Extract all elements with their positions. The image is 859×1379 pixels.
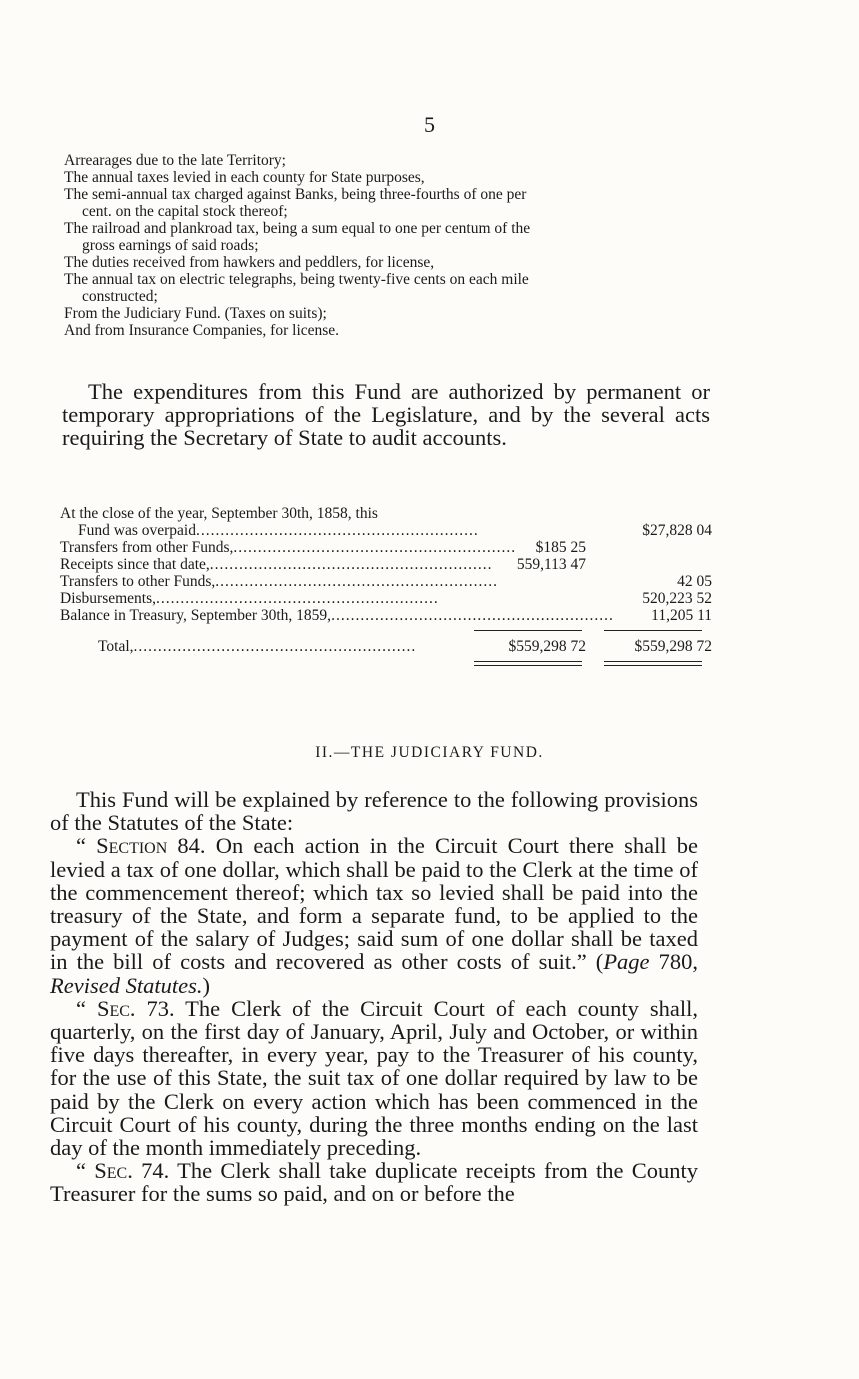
ledger-row: Balance in Treasury, September 30th, 1859,.......................................................... 11,205 11 — [60, 607, 712, 624]
source-item: From the Judiciary Fund. (Taxes on suits); — [64, 305, 327, 322]
ledger-row: Disbursements,.......................................................... 520,223 52 — [60, 590, 712, 607]
judiciary-intro: This Fund will be explained by reference to the following provisions of the Statutes of the State: — [50, 787, 698, 836]
section-84-paragraph: “ Section 84. On each action in the Circuit Court there shall be levied a tax of one dollar, which shall be paid to the Clerk at the time of the commencement thereof; which tax so levied shall be paid into the treasury of the State, and form a separate fund, to be applied to the payment of the salary of Judges; said sum of one dollar shall be taxed in the bill of costs and recovered as other costs of suit.” (Page 780, Revised Statutes.) — [50, 833, 699, 998]
ledger-total-row: Total,.......................................................... $559,298 72 $559,298 72 — [98, 638, 712, 655]
ledger-row: Fund was overpaid.......................................................... $27,828 04 — [78, 522, 712, 539]
source-item: The annual taxes levied in each county for State purposes, — [64, 169, 425, 186]
ledger-col2: $27,828 04 — [642, 522, 712, 539]
ledger-col2: 11,205 11 — [651, 607, 712, 624]
ledger-col2: 42 05 — [677, 573, 712, 590]
source-item: The annual tax on electric telegraphs, being twenty-five cents on each mile constructed; — [64, 271, 529, 305]
ledger-intro-row — [60, 505, 712, 522]
fund-ledger-table — [60, 505, 712, 655]
ledger-col1: 559,113 47 — [516, 556, 586, 573]
double-rule — [604, 661, 702, 662]
source-item: The duties received from hawkers and peddlers, for license, — [64, 254, 435, 271]
section-74-paragraph: “ Sec. 74. The Clerk shall take duplicate receipts from the County Treasurer for the sums so paid, and on or before the — [50, 1158, 698, 1207]
double-rule — [474, 665, 582, 666]
sum-rule — [604, 630, 702, 631]
ledger-col2: 520,223 52 — [642, 590, 712, 607]
section-73-paragraph: “ Sec. 73. The Clerk of the Circuit Court of each county shall, quarterly, on the first day of January, April, July and October, or within five days thereafter, in every year, pay to the Treasurer of his county, for the use of this State, the suit tax of one dollar required by law to be paid by the Clerk on every action which has been commenced in the Circuit Court of his county, during the three months ending on the last day of the month immediately preceding. — [50, 995, 698, 1161]
double-rule — [474, 661, 582, 662]
page-number: 5 — [424, 112, 435, 137]
ledger-intro-label: At the close of the year, September 30th, 1858, this — [60, 505, 378, 522]
double-rule — [604, 665, 702, 666]
section-heading: II.—THE JUDICIARY FUND. — [315, 744, 544, 761]
sum-rule — [474, 630, 582, 631]
expenditures-paragraph: The expenditures from this Fund are authorized by permanent or temporary appropriations of the Legislature, and by the several acts requiring the Secretary of State to audit accounts. — [62, 379, 710, 450]
source-item: The railroad and plankroad tax, being a sum equal to one per centum of the gross earnings of said roads; — [64, 220, 531, 254]
source-item: Arrearages due to the late Territory; — [64, 152, 286, 169]
ledger-total-col2: $559,298 72 — [634, 638, 712, 655]
ledger-row: Transfers from other Funds,.......................................................... $185 25 — [60, 539, 586, 556]
judiciary-fund-text — [50, 788, 698, 1206]
source-item: The semi-annual tax charged against Banks, being three-fourths of one per cent. on the capital stock thereof; — [64, 186, 527, 220]
source-item: And from Insurance Companies, for license. — [64, 322, 340, 339]
ledger-col1: $185 25 — [535, 539, 586, 556]
ledger-row: Receipts since that date,.......................................................... 559,113 47 — [60, 556, 586, 573]
ledger-total-col1: $559,298 72 — [508, 638, 586, 655]
ledger-row: Transfers to other Funds,.......................................................... 42 05 — [60, 573, 712, 590]
revenue-sources-list — [64, 152, 724, 339]
